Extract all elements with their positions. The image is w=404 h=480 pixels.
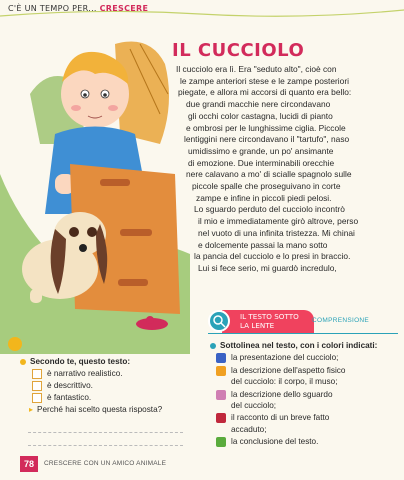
story-line: Il cucciolo era lì. Era "seduto alto", cioè con: [176, 64, 337, 74]
underline-item-text: [231, 436, 318, 447]
checkbox-icon[interactable]: [32, 393, 42, 403]
page-footer: [20, 456, 167, 472]
option-fantastico[interactable]: [32, 392, 195, 404]
underline-item-line: la descrizione dell'aspetto fisico: [231, 365, 346, 375]
underline-item-text: [231, 365, 345, 388]
story-text: [172, 64, 397, 275]
story-line: piegate, e allora mi accorsi di quanto era bello:: [178, 87, 352, 98]
story-line: piccole spalle che proseguivano in corte: [192, 181, 341, 192]
section-prefix: C'È UN TEMPO PER...: [8, 4, 97, 13]
tab-line-2: LA LENTE: [240, 321, 275, 330]
color-swatch-icon: [216, 366, 226, 376]
option-narrativo[interactable]: [32, 368, 195, 380]
color-swatch-icon: [216, 437, 226, 447]
story-line: nel vuoto di una infinita tristezza. Mi chinai: [198, 227, 355, 238]
underline-item-line: del cucciolo;: [231, 401, 277, 411]
story-title: IL CUCCIOLO: [172, 40, 305, 61]
option-label: è fantastico.: [47, 393, 92, 402]
illustration-boy-and-puppy: [0, 24, 190, 354]
comprehension-tag: COMPRENSIONE: [312, 317, 370, 324]
story-line: e dolcemente passai la mano sotto: [198, 239, 328, 250]
story-line: il mio e immediatamente girò altrove, perso: [198, 216, 359, 227]
option-label: è descrittivo.: [47, 381, 93, 390]
followup-question: [26, 404, 195, 416]
underline-item-line: la conclusione del testo.: [231, 437, 319, 447]
story-line: gli occhi color castagna, lucidi di pianto: [188, 110, 333, 121]
color-swatch-icon: [216, 353, 226, 363]
comprehension-question: [210, 340, 400, 351]
story-line: zampe e infine in piccoli piedi pelosi.: [196, 192, 332, 203]
magnifier-icon: [208, 310, 230, 332]
section-accent: CRESCERE: [99, 4, 149, 13]
story-line: umidissimo e grande, un po' ansimante: [188, 145, 334, 156]
bullet-dot-icon: [210, 343, 216, 349]
story-line: di emozione. Due interminabili orecchie: [188, 157, 335, 168]
underline-item: [216, 389, 400, 412]
bullet-dot-icon: [20, 359, 26, 365]
question-text-type: [20, 356, 195, 368]
text-under-lens-header: [208, 310, 370, 333]
underline-item-text: [231, 389, 333, 412]
story-line: due grandi macchie nere circondavano: [186, 99, 331, 110]
answer-line[interactable]: [28, 433, 183, 446]
story-line: nere calavano a mo' di scialle spagnolo sulle: [186, 169, 352, 180]
story-line: Lui si fece serio, mi guardò incredulo,: [198, 262, 337, 273]
section-header: [8, 4, 148, 13]
checkbox-icon[interactable]: [32, 369, 42, 379]
color-swatch-icon: [216, 413, 226, 423]
question-label: Secondo te, questo testo:: [30, 357, 131, 366]
underline-item: [216, 352, 400, 363]
followup-label: Perché hai scelto questa risposta?: [37, 405, 163, 414]
underline-item-text: [231, 352, 338, 363]
page-number: 78: [20, 456, 38, 472]
story-line: le zampe anteriori stese e le zampe posteriori: [180, 75, 349, 86]
underline-item: [216, 365, 400, 388]
story-line: Lo sguardo perduto del cucciolo incontrò: [194, 204, 345, 215]
text-type-question-block: [20, 356, 195, 446]
underline-item: [216, 412, 400, 435]
divider: [208, 333, 398, 334]
section-tab: [222, 310, 314, 333]
story-line: lentiggini nere circondavano il "tartufo", naso: [184, 134, 350, 145]
story-line: la pancia del cucciolo e lo presi in braccio.: [194, 251, 351, 262]
option-descrittivo[interactable]: [32, 380, 195, 392]
question-label: Sottolinea nel testo, con i colori indicati:: [220, 341, 378, 350]
color-swatch-icon: [216, 390, 226, 400]
underline-item-line: del cucciolo: il corpo, il muso;: [231, 377, 338, 387]
chapter-title: CRESCERE CON UN AMICO ANIMALE: [44, 460, 167, 467]
checkbox-icon[interactable]: [32, 381, 42, 391]
comprehension-block: [210, 340, 400, 448]
story-line: e ombrosi per le lunghissime ciglia. Piccole: [186, 122, 346, 133]
underline-item-line: la presentazione del cucciolo;: [231, 353, 339, 363]
underline-item-text: [231, 412, 329, 435]
underline-item-line: accaduto;: [231, 424, 267, 434]
tab-line-1: IL TESTO SOTTO: [240, 312, 299, 321]
underline-item: [216, 436, 400, 447]
answer-line[interactable]: [28, 420, 183, 433]
underline-item-line: il racconto di un breve fatto: [231, 413, 330, 423]
option-label: è narrativo realistico.: [47, 369, 123, 378]
answer-lines[interactable]: [28, 420, 195, 446]
underline-item-line: la descrizione dello sguardo: [231, 389, 333, 399]
arrow-icon: ▸: [29, 405, 34, 414]
